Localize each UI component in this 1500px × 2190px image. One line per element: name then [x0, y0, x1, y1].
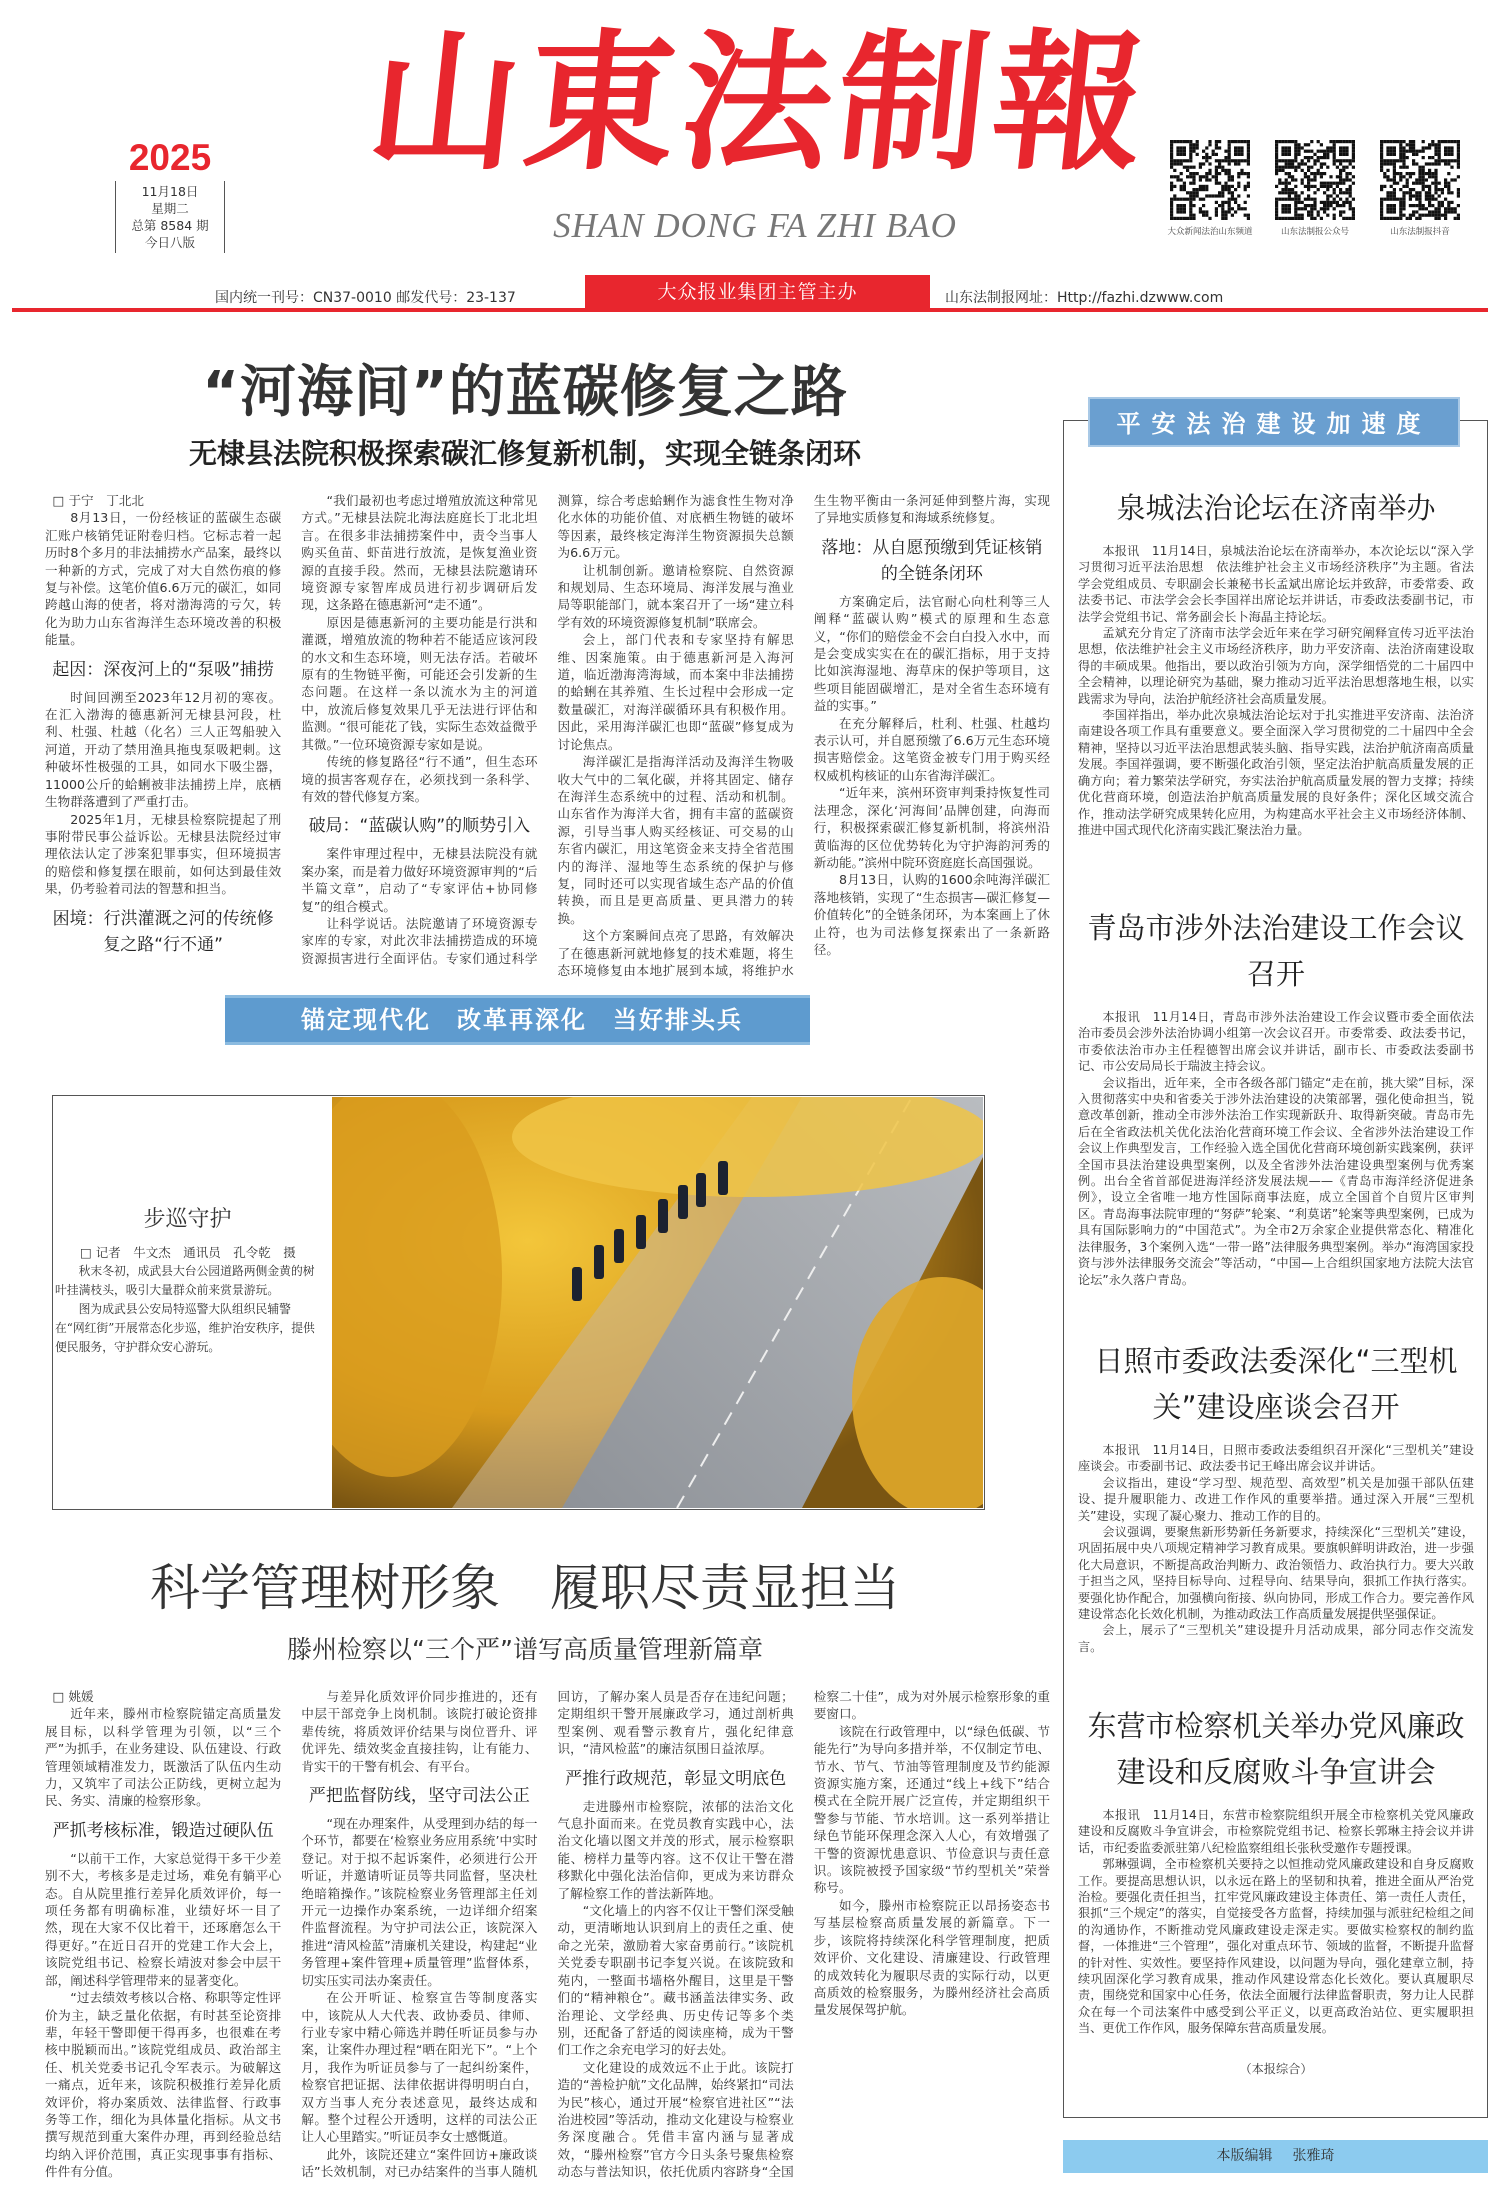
sidebar-headline: 泉城法治论坛在济南举办	[1116, 491, 1436, 525]
body-paragraph: “现在办理案件，从受理到办结的每一个环节，都要在‘检察业务应用系统’中实时登记。对于拟不起诉案件，必须进行公开听证，并邀请听证员等共同监督，坚决杜绝暗箱操作。”该院检察业务管理部主任刘开元一边操作办案系统，一边详细介绍案件监督流程。为守护司法公正，该院深入推进“清风检蓝”清廉机关建设，构建起“业务管理+案件管理+质量管理”监督体系，切实压实司法办案责任。	[301, 1816, 538, 1988]
body-paragraph: 会议指出，建设“学习型、规范型、高效型”机关是加强干部队伍建设、提升履职能力、改进工作作风的重要举措。通过深入开展“三型机关”建设，实现了凝心聚力、推动工作的目的。	[1078, 1475, 1474, 1523]
editor-credit-bar	[1063, 2140, 1488, 2173]
second-subheadline: 滕州检察以“三个严”谱写高质量管理新篇章	[287, 1635, 763, 1664]
body-paragraph: 本报讯 11月14日，东营市检察院组织开展全市检察机关党风廉政建设和反腐败斗争宣讲会，市检察院党组书记、检察长郭琳主持会议并讲话，市纪委监委派驻第八纪检监察组组长张秋受邀作专题授课。	[1078, 1808, 1474, 1855]
lead-headline: “河海间”的蓝碳修复之路	[202, 360, 848, 425]
body-paragraph: “过去绩效考核以合格、称职等定性评价为主，缺乏量化依据，有时甚至论资排辈，年轻干警即便干得再多，也很难在考核中脱颖而出。”该院党组成员、政治部主任、机关党委书记孔令军表示。为破解这一痛点，近年来，该院积极推行差异化质效评价，将办案质效、法律监督、行政事务等工作，细化为具体量化指标。从文书撰写规范到重大案件办理，再到经验总结均纳入评价范围，真正实现事事有指标、件件有分值。	[45, 1990, 282, 2180]
newspaper-pinyin-title: SHAN DONG FA ZHI BAO	[553, 206, 957, 245]
sidebar-article-rizhao	[1078, 1338, 1474, 1655]
sidebar-article-qingdao	[1078, 905, 1474, 1288]
body-paragraph: 会上，展示了“三型机关”建设提升月活动成果，部分同志作交流发言。	[1078, 1623, 1474, 1654]
body-paragraph: 传统的修复路径“行不通”，但生态环境的损害客观存在，必须找到一条科学、有效的替代修复方案。	[301, 754, 538, 804]
body-paragraph: 在充分解释后，杜利、杜强、杜越均表示认可，并自愿预缴了6.6万元生态环境损害赔偿金。这笔资金被专门用于购买经权威机构核证的山东省海洋碳汇。	[813, 715, 1050, 783]
sidebar-article-dongying	[1078, 1703, 1474, 2077]
qr-label: 山东法制报抖音	[1390, 227, 1450, 237]
sidebar-article-jinan	[1078, 485, 1474, 838]
body-paragraph: 本报讯 11月14日，青岛市涉外法治建设工作会议暨市委全面依法治市委员会涉外法治协调小组第一次会议召开。市委常委、政法委书记，市委依法治市办主任程德智出席会议并讲话，副市长、市委政法委副书记、市公安局局长于瑞波主持会议。	[1078, 1010, 1474, 1074]
body-paragraph: 2025年1月，无棣县检察院提起了刑事附带民事公益诉讼。无棣县法院经过审理依法认定了涉案犯罪事实，但环境损害的赔偿和修复摆在眼前，如何达到最佳效果，仍考验着司法的智慧和担当。	[45, 811, 282, 897]
publisher-label: 大众报业集团主管主办	[585, 275, 930, 309]
qr-code-official-account[interactable]	[1270, 140, 1360, 237]
body-paragraph: 会上，部门代表和专家坚持有解思维、因案施策。由于德惠新河是入海河道，临近渤海湾海域，而本案中非法捕捞的蛤蜊在其养殖、生长过程中会形成一定数量碳汇，对海洋碳循环具有积极作用。因此，采用海洋碳汇也即“蓝碳”修复成为讨论焦点。	[557, 632, 794, 752]
body-paragraph: 让科学说话。法院邀请了环境资源专家库的专家，对此次非法捕捞造成的环境资源损害进行全面评估。专家们通过科学测算，综合考虑蛤蜊作为滤食性生物对净化水体的功能价值、对底栖生物链的破坏等因素，最终核定海洋生物资源损失总额为6.6万元。	[301, 493, 794, 966]
body-paragraph: 这个方案瞬间点亮了思路，有效解决了在德惠新河就地修复的技术难题，将生态环境修复由本地扩展到本域，将维护水生生物平衡由一条河延伸到整片海，实现了异地实质修复和海域系统修复。	[557, 493, 1050, 978]
body-paragraph: 时间回溯至2023年12月初的寒夜。在汇入渤海的德惠新河无棣县河段，杜利、杜强、杜越（化名）三人正驾船驶入河道，开动了禁用渔具拖曳泵吸耙刺。这种破坏性极强的工具，如同水下吸尘器，11000公斤的蛤蜊被非法捕捞上岸，底栖生物群落遭到了严重打击。	[45, 689, 282, 810]
body-paragraph: “文化墙上的内容不仅让干警们深受触动，更清晰地认识到肩上的责任之重、使命之光荣，激励着大家奋勇前行。”该院机关党委专职副书记李复兴说。在该院致和苑内，一整面书墙格外醒目，这里是干警们的“精神粮仓”。藏书涵盖法律实务、政治理论、文学经典、历史传记等多个类别，还配备了舒适的阅读座椅，成为干警们工作之余充电学习的好去处。	[557, 1903, 794, 2058]
body-paragraph: 海洋碳汇是指海洋活动及海洋生物吸收大气中的二氧化碳，并将其固定、储存在海洋生态系统中的过程、活动和机制。山东省作为海洋大省，拥有丰富的蓝碳资源，引导当事人购买经核证、可交易的山东省内碳汇，用这笔资金来支持全省范围内的海洋、湿地等生态系统的保护与修复，同时还可以实现省域生态产品的价值转换，而且是更高质量、更具潜力的转换。	[557, 754, 794, 926]
section-heading: 严把监督防线，坚守司法公正	[308, 1786, 530, 1807]
body-paragraph: 孟斌充分肯定了济南市法学会近年来在学习研究阐释宣传习近平法治思想，依法维护社会主义市场经济秩序，助力平安济南、法治济南建设取得的丰硕成果。他指出，要以政治引领为方向，深学细悟党的二十届四中全会精神，以理论研究为基础，聚力推动习近平法治思想落地生根，以实践需求为导向，法治护航经济社会高质量发展。	[1078, 626, 1474, 706]
byline: □ 姚媛	[52, 1689, 94, 1704]
caption-paragraph: 图为成武县公安局特巡警大队组织民辅警在“网红街”开展常态化步巡，维护治安秩序，提供便民服务，守护群众安心游玩。	[55, 1302, 315, 1354]
qr-code-icon	[1275, 140, 1355, 220]
issue-date-box	[115, 138, 225, 253]
section-heading: 困境：行洪灌溉之河的传统修复之路“行不通”	[52, 908, 274, 955]
newspaper-logo: 山東法制報	[360, 15, 1160, 191]
issue-weekday: 星期二	[151, 201, 189, 216]
body-paragraph: 8月13日，一份经核证的蓝碳生态碳汇账户核销凭证附卷归档。它标志着一起历时8个多月的非法捕捞水产品案，最终以一种新的方式，完成了对大自然伤痕的修复与补偿。这笔价值6.6万元的碳汇，如同跨越山海的使者，将对渤海湾的亏欠，转化为助力山东省海洋生态环境改善的积极能量。	[45, 510, 282, 648]
sidebar-section-title: 平安法治建设加速度	[1088, 397, 1460, 447]
body-paragraph: 会议指出，近年来，全市各级各部门锚定“走在前，挑大梁”目标，深入贯彻落实中央和省委关于涉外法治建设的决策部署，强化使命担当，锐意改革创新，推动全市涉外法治工作实现新跃升、取得新突破。青岛市先后在全省政法机关优化法治化营商环境工作会议、全省涉外法治建设工作会议上作典型发言，工作经验入选全国优化营商环境创新实践案例，获评全国市县法治建设典型案例，以及全省涉外法治建设典型案例与优秀案例。出台全省首部促进海洋经济发展法规——《青岛市海洋经济促进条例》，设立全省唯一地方性国际商事法庭，成立全国首个自贸片区审判区。青岛海事法院审理的“努萨”轮案、“利莫诺”轮案等典型案例，已成为具有国际影响力的“中国范式”。为全市2万余家企业提供常态化、精准化法律服务，3个案例入选“一带一路”法律服务典型案例。举办“海湾国家投资与涉外法律服务交流会”等活动，“中国—上合组织国家地方法院大法官论坛”永久落户青岛。	[1078, 1075, 1474, 1287]
qr-code-group	[1165, 140, 1465, 237]
body-paragraph: 在公开听证、检察宣告等制度落实中，该院从人大代表、政协委员、律师、行业专家中精心筛选并聘任听证员参与办案，让案件办理过程“晒在阳光下”。“上个月，我作为听证员参与了一起纠纷案件，检察官把证据、法律依据讲得明明白白，双方当事人充分表述意见，最终达成和解。整个过程公开透明，这样的司法公正让人心里踏实。”听证员李女士感慨道。	[301, 1990, 538, 2145]
issue-pages: 今日八版	[144, 235, 195, 250]
body-paragraph: “以前干工作，大家总觉得干多干少差别不大，考核多是走过场，难免有躺平心态。自从院里推行差异化质效评价，每一项任务都有明确标准，业绩好坏一目了然，现在大家不仅比着干，还琢磨怎么干得更好。”在近日召开的党建工作大会上，该院党组书记、检察长靖波对参会中层干部，阐述科学管理带来的显著变化。	[45, 1850, 282, 1988]
section-heading: 落地：从自愿预缴到凭证核销的全链条闭环	[821, 537, 1043, 584]
photo-byline: □ 记者 牛文杰 通讯员 孔令乾 摄	[80, 1245, 296, 1260]
section-heading: 破局：“蓝碳认购”的顺势引入	[308, 816, 531, 837]
body-paragraph: 案件审理过程中，无棣县法院没有就案办案，而是着力做好环境资源审判的“后半篇文章”，启动了“专家评估+协同修复”的组合模式。	[301, 846, 538, 914]
photo-title: 步巡守护	[143, 1207, 232, 1232]
caption-paragraph: 秋末冬初，成武县大台公园道路两侧金黄的树叶挂满枝头，吸引大量群众前来赏景游玩。	[55, 1264, 315, 1297]
body-paragraph: 近年来，滕州市检察院锚定高质量发展目标，以科学管理为引领，以“三个严”为抓手，在业务建设、队伍建设、行政管理领域精准发力，既激活了队伍内生动力，又筑牢了司法公正防线，更树立起为民、务实、清廉的检察形象。	[45, 1706, 282, 1809]
registration-numbers: 国内统一刊号：CN37-0010 邮发代号：23-137	[215, 290, 516, 306]
sidebar-headline: 青岛市涉外法治建设工作会议召开	[1087, 911, 1465, 991]
masthead-divider	[12, 308, 1488, 312]
issue-number: 总第 8584 期	[131, 218, 209, 233]
qr-code-news-channel[interactable]	[1165, 140, 1255, 237]
source-note: （本报综合）	[1239, 2061, 1313, 2076]
body-paragraph: 此外，该院还建立“案件回访+廉政谈话”长效机制，对已办结案件的当事人随机回访，了解办案人员是否存在违纪问题；定期组织干警开展廉政学习，通过剖析典型案例、观看警示教育片，强化纪律意识，“清风检蓝”的廉洁氛围日益浓厚。	[301, 1689, 794, 2180]
issue-year: 2025	[128, 137, 212, 178]
editor-label: 本版编辑	[1216, 2148, 1273, 2164]
section-heading: 起因：深夜河上的“泵吸”捕捞	[52, 659, 274, 680]
editor-name: 张雅琦	[1292, 2148, 1335, 2164]
issue-date: 11月18日	[141, 184, 199, 199]
qr-code-douyin[interactable]	[1375, 140, 1465, 237]
body-paragraph: 文化建设的成效远不止于此。该院打造的“善检护航”文化品牌，始终紧扣“司法为民”核心，通过开展“检察官进社区”“法治进校园”等活动，推动文化建设与检察业务深度融合。凭借丰富内涵与显著成效，“滕州检察”官方今日头条号聚焦检察动态与普法知识，依托优质内容跻身“全国检察二十佳”，成为对外展示检察形象的重要窗口。	[557, 1689, 1050, 2180]
slogan-banner: 锚定现代化 改革再深化 当好排头兵	[225, 995, 810, 1045]
patrol-photo	[332, 1097, 983, 1508]
body-paragraph: 会议强调，要聚焦新形势新任务新要求，持续深化“三型机关”建设，巩固拓展中央八项规定精神学习教育成果。要旗帜鲜明讲政治，进一步强化大局意识，不断提高政治判断力、政治领悟力、政治执行力。要大兴敢于担当之风，坚持目标导向、过程导向、结果导向，狠抓工作执行落实。要强化协作配合，加强横向衔接、纵向协同，形成工作合力。要完善作风建设常态化长效化机制，为推动政法工作高质量发展提供坚强保证。	[1078, 1525, 1474, 1622]
qr-label: 山东法制报公众号	[1280, 227, 1349, 237]
body-paragraph: 与差异化质效评价同步推进的，还有中层干部竞争上岗机制。该院打破论资排辈传统，将质效评价结果与岗位晋升、评优评先、绩效奖金直接挂钩，让有能力、肯实干的干警有机会、有平台。	[301, 1689, 538, 1774]
body-paragraph: 李国祥指出，举办此次泉城法治论坛对于扎实推进平安济南、法治济南建设各项工作具有重要意义。要全面深入学习贯彻党的二十届四中全会精神，坚持以习近平法治思想武装头脑、指导实践，法治护航济南高质量发展。李国祥强调，要不断强化政治引领，坚定法治护航高质量发展的正确方向；着力繁荣法学研究，夯实法治护航高质量发展的智力支撑；持续优化营商环境，创造法治护航高质量发展的良好条件；深化区域交流合作，推动法学研究成果转化应用，为构建高水平社会主义市场经济体制、推进中国式现代化济南实践汇聚法治力量。	[1078, 708, 1474, 837]
website-link[interactable]: 山东法制报网址：Http://fazhi.dzwww.com	[945, 290, 1224, 306]
body-paragraph: 郭琳强调，全市检察机关要持之以恒推动党风廉政建设和自身反腐败工作。要提高思想认识，以永远在路上的坚韧和执着，推进全面从严治党治检。要强化责任担当，扛牢党风廉政建设主体责任、第一责任人责任，狠抓“三个规定”的落实，自觉接受各方监督，持续加强与派驻纪检组之间的沟通协作，不断推动党风廉政建设走深走实。要做实检察权的制约监督，一体推进“三个管理”，强化对重点环节、领域的监督，不断提升监督的针对性、实效性。要坚持作风建设，以问题为导向，强化建章立制，持续巩固深化学习教育成果，推动作风建设常态化长效化。要认真履职尽责，围绕党和国家中心任务，依法全面履行法律监督职责，努力让人民群众在每一个司法案件中感受到公平正义，以更高政治站位、更实履职担当、更优工作作风，服务保障东营高质量发展。	[1078, 1857, 1474, 2036]
body-paragraph: 8月13日，认购的1600余吨海洋碳汇落地核销，实现了“生态损害—碳汇修复—价值转化”的全链条闭环，为本案画上了休止符，也为司法修复探索出了一条新路径。	[813, 872, 1050, 957]
photo-caption	[55, 1207, 320, 1357]
byline: □ 于宁 丁北北	[52, 493, 145, 508]
body-paragraph: 原因是德惠新河的主要功能是行洪和灌溉，增殖放流的物种若不能适应该河段的水文和生态环境，则无法存活。若破坏原有的生物链平衡，可能还会引发新的生态问题。在这样一条以流水为主的河道中，放流后修复效果几乎无法进行评估和监测。“很可能花了钱，实际生态效益微乎其微。”一位环境资源专家如是说。	[301, 614, 538, 752]
qr-code-icon	[1380, 140, 1460, 220]
body-paragraph: 如今，滕州市检察院正以昂扬姿态书写基层检察高质量发展的新篇章。下一步，该院将持续深化科学管理制度，把质效评价、文化建设、清廉建设、行政管理的成效转化为履职尽责的实际行动，以更高质效的检察服务，为滕州经济社会高质量发展保驾护航。	[813, 1897, 1050, 2018]
body-paragraph: 该院在行政管理中，以“绿色低碳、节能先行”为导向多措并举，不仅制定节电、节水、节气、节油等管理制度及节约能源资源实施方案，还通过“线上+线下”结合模式在全院开展广泛宣传，并定期组织干警参与节能、节水培训。这一系列举措让绿色节能环保理念深入人心，有效增强了干警的资源忧患意识、节俭意识与责任意识。该院被授予国家级“节约型机关”荣誉称号。	[813, 1723, 1050, 1896]
second-headline: 科学管理树形象 履职尽责显担当	[150, 1559, 900, 1617]
lead-article-body	[45, 492, 1050, 982]
sidebar-headline: 东营市检察机关举办党风廉政建设和反腐败斗争宣讲会	[1087, 1709, 1465, 1789]
body-paragraph: “近年来，滨州环资审判秉持恢复性司法理念，深化‘河海间’品牌创建，向海而行，积极探索碳汇修复新机制，将滨州沿黄临海的区位优势转化为守护海韵河秀的新动能。”滨州中院环资庭庭长高国强说。	[813, 785, 1050, 870]
sidebar-headline: 日照市委政法委深化“三型机关”建设座谈会召开	[1094, 1344, 1458, 1424]
section-heading: 严推行政规范，彰显文明底色	[565, 1768, 787, 1789]
section-heading: 严抓考核标准，锻造过硬队伍	[52, 1820, 274, 1841]
body-paragraph: 走进滕州市检察院，浓郁的法治文化气息扑面而来。在党员教育实践中心，法治文化墙以图文并茂的形式，展示检察职能、榜样力量等内容。这不仅让干警在潜移默化中强化法治信仰，更成为来访群众了解检察工作的普法新阵地。	[557, 1798, 794, 1901]
body-paragraph: 方案确定后，法官耐心向杜利等三人阐释“蓝碳认购”模式的原理和生态意义，“你们的赔偿金不会白白投入水中，而是会变成实实在在的碳汇指标，用于支持比如滨海湿地、海草床的保护等项目，这些项目能固碳增汇，是对全省生态环境有益的实事。”	[813, 593, 1050, 714]
lead-subheadline: 无棣县法院积极探索碳汇修复新机制，实现全链条闭环	[188, 437, 861, 470]
publication-info-bar	[15, 283, 1485, 309]
body-paragraph: 让机制创新。邀请检察院、自然资源和规划局、生态环境局、海洋发展与渔业局等职能部门，就本案召开了一场“建立科学有效的环境资源修复机制”联席会。	[557, 562, 794, 630]
qr-code-icon	[1170, 140, 1250, 220]
qr-label: 大众新闻法治山东频道	[1167, 227, 1253, 237]
second-article-body	[45, 1688, 1050, 2183]
body-paragraph: 本报讯 11月14日，日照市委政法委组织召开深化“三型机关”建设座谈会。市委副书记、政法委书记王峰出席会议并讲话。	[1078, 1443, 1474, 1474]
body-paragraph: 本报讯 11月14日，泉城法治论坛在济南举办，本次论坛以“深入学习贯彻习近平法治思想 依法维护社会主义市场经济秩序”为主题。省法学会党组成员、专职副会长兼秘书长孟斌出席论坛并致辞，市委常委、政法委书记、市法学会会长李国祥出席论坛并讲话，市委政法委副书记，市法学会党组书记、常务副会长卜海晶主持论坛。	[1078, 544, 1474, 624]
body-paragraph: “我们最初也考虑过增殖放流这种常见方式。”无棣县法院北海法庭庭长丁北北坦言。在很多非法捕捞案件中，责令当事人购买鱼苗、虾苗进行放流，是恢复渔业资源的直接手段。然而，无棣县法院邀请环境资源专家智库成员进行初步调研后发现，这条路在德惠新河“走不通”。	[301, 493, 538, 613]
